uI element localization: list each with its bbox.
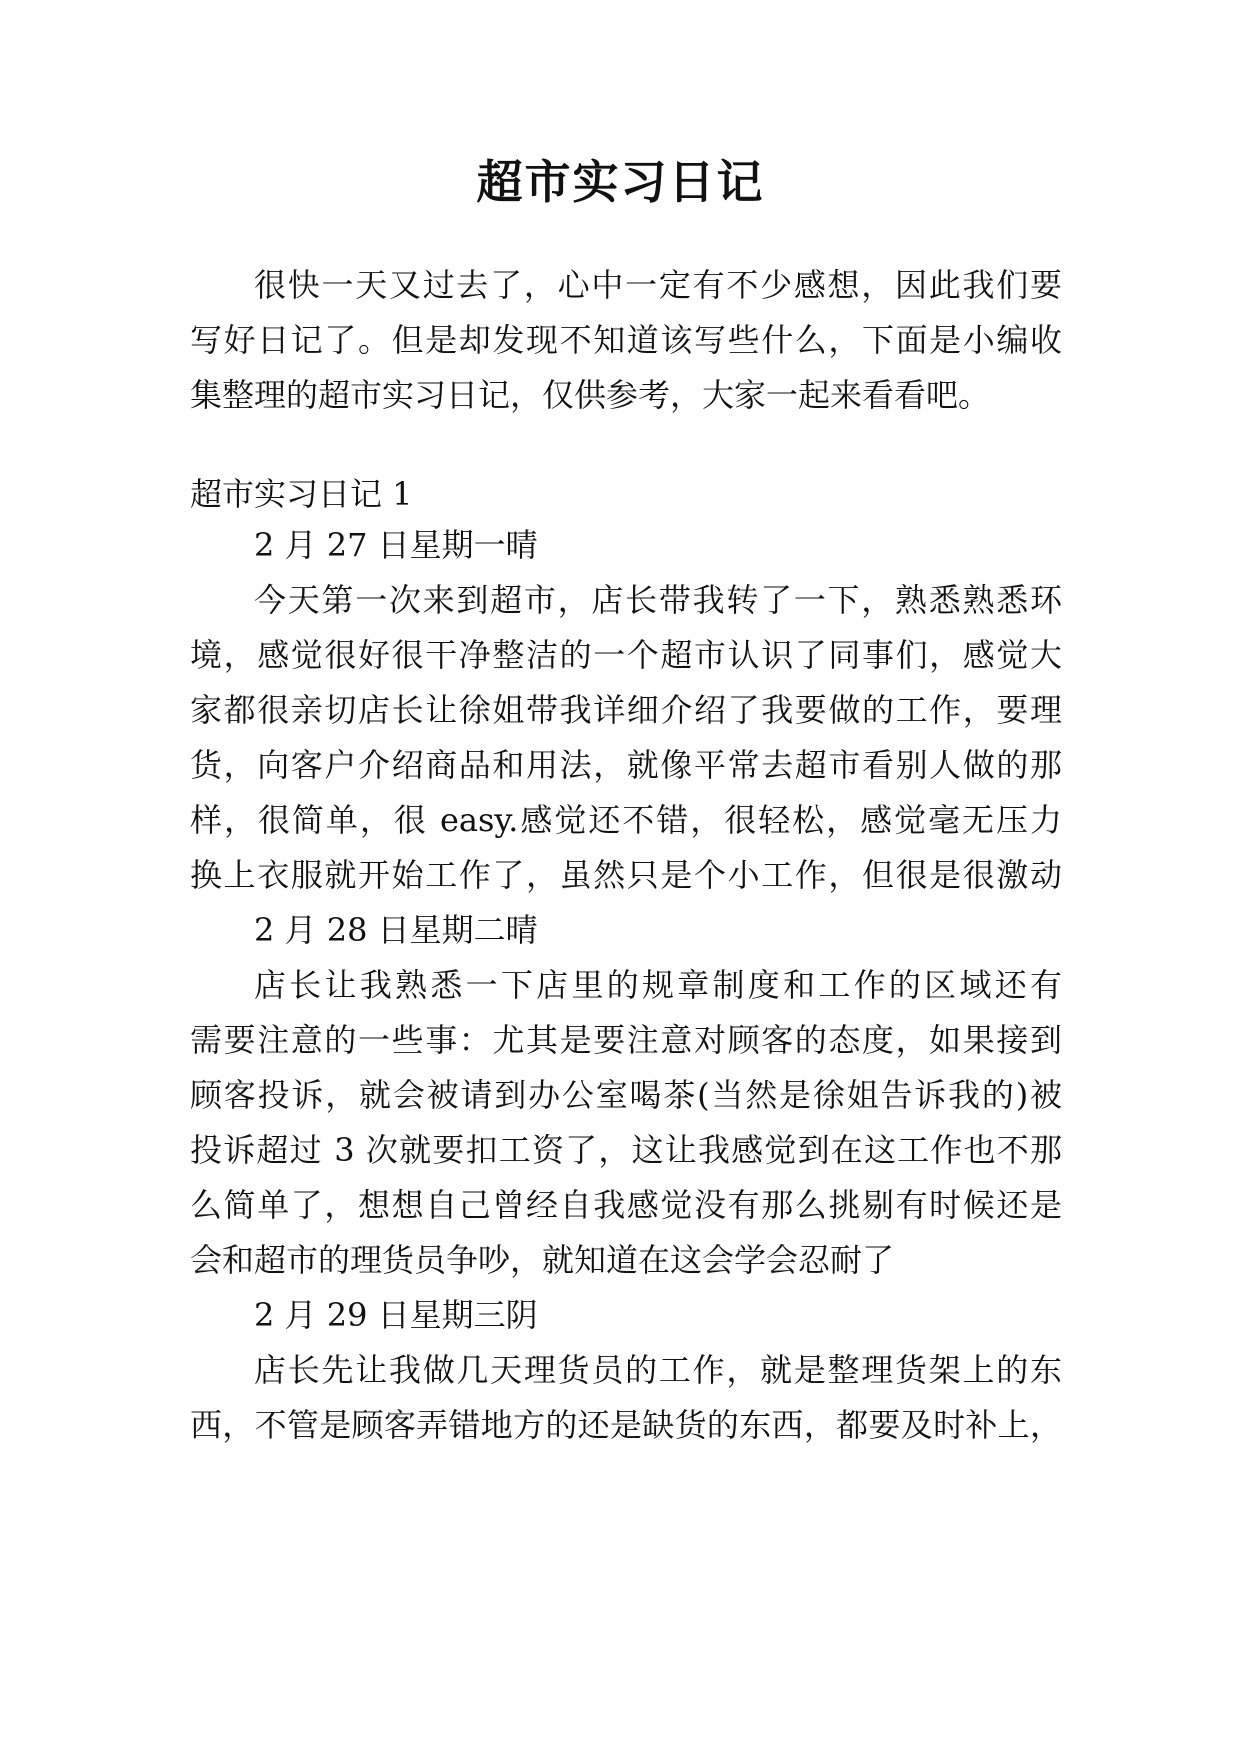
entry-line: 需要注意的一些事：尤其是要注意对顾客的态度，如果接到 (190, 1021, 1062, 1059)
entry-line: 货，向客户介绍商品和用法，就像平常去超市看别人做的那 (190, 746, 1062, 784)
entry-line: 投诉超过 3 次就要扣工资了，这让我感觉到在这工作也不那 (190, 1131, 1062, 1169)
intro-line: 很快一天又过去了，心中一定有不少感想，因此我们要 (254, 266, 1062, 304)
intro-line: 写好日记了。但是却发现不知道该写些什么，下面是小编收 (190, 321, 1062, 359)
entry-line: 么简单了，想想自己曾经自我感觉没有那么挑剔有时候还是 (190, 1186, 1062, 1224)
entry-line: 家都很亲切店长让徐姐带我详细介绍了我要做的工作，要理 (190, 691, 1062, 729)
intro-line: 集整理的超市实习日记，仅供参考，大家一起来看看吧。 (190, 376, 991, 414)
entry-line: 店长先让我做几天理货员的工作，就是整理货架上的东 (254, 1351, 1062, 1389)
entry-line: 西，不管是顾客弄错地方的还是缺货的东西，都要及时补上， (190, 1406, 1062, 1444)
entry-date: 2 月 27 日星期一晴 (254, 526, 538, 564)
entry-line: 换上衣服就开始工作了，虽然只是个小工作，但很是很激动 (190, 856, 1062, 894)
entry-line: 样，很简单，很 easy.感觉还不错，很轻松，感觉毫无压力 (190, 801, 1062, 839)
entry-line: 店长让我熟悉一下店里的规章制度和工作的区域还有 (254, 966, 1062, 1004)
section-heading: 超市实习日记 1 (190, 475, 413, 513)
entry-date: 2 月 29 日星期三阴 (254, 1296, 538, 1334)
entry-line: 境，感觉很好很干净整洁的一个超市认识了同事们，感觉大 (190, 636, 1062, 674)
document-title: 超市实习日记 (476, 155, 765, 209)
entry-date: 2 月 28 日星期二晴 (254, 911, 538, 949)
entry-line: 今天第一次来到超市，店长带我转了一下，熟悉熟悉环 (254, 581, 1062, 619)
entry-line: 会和超市的理货员争吵，就知道在这会学会忍耐了 (190, 1241, 895, 1279)
entry-line: 顾客投诉，就会被请到办公室喝茶(当然是徐姐告诉我的)被 (190, 1076, 1062, 1114)
